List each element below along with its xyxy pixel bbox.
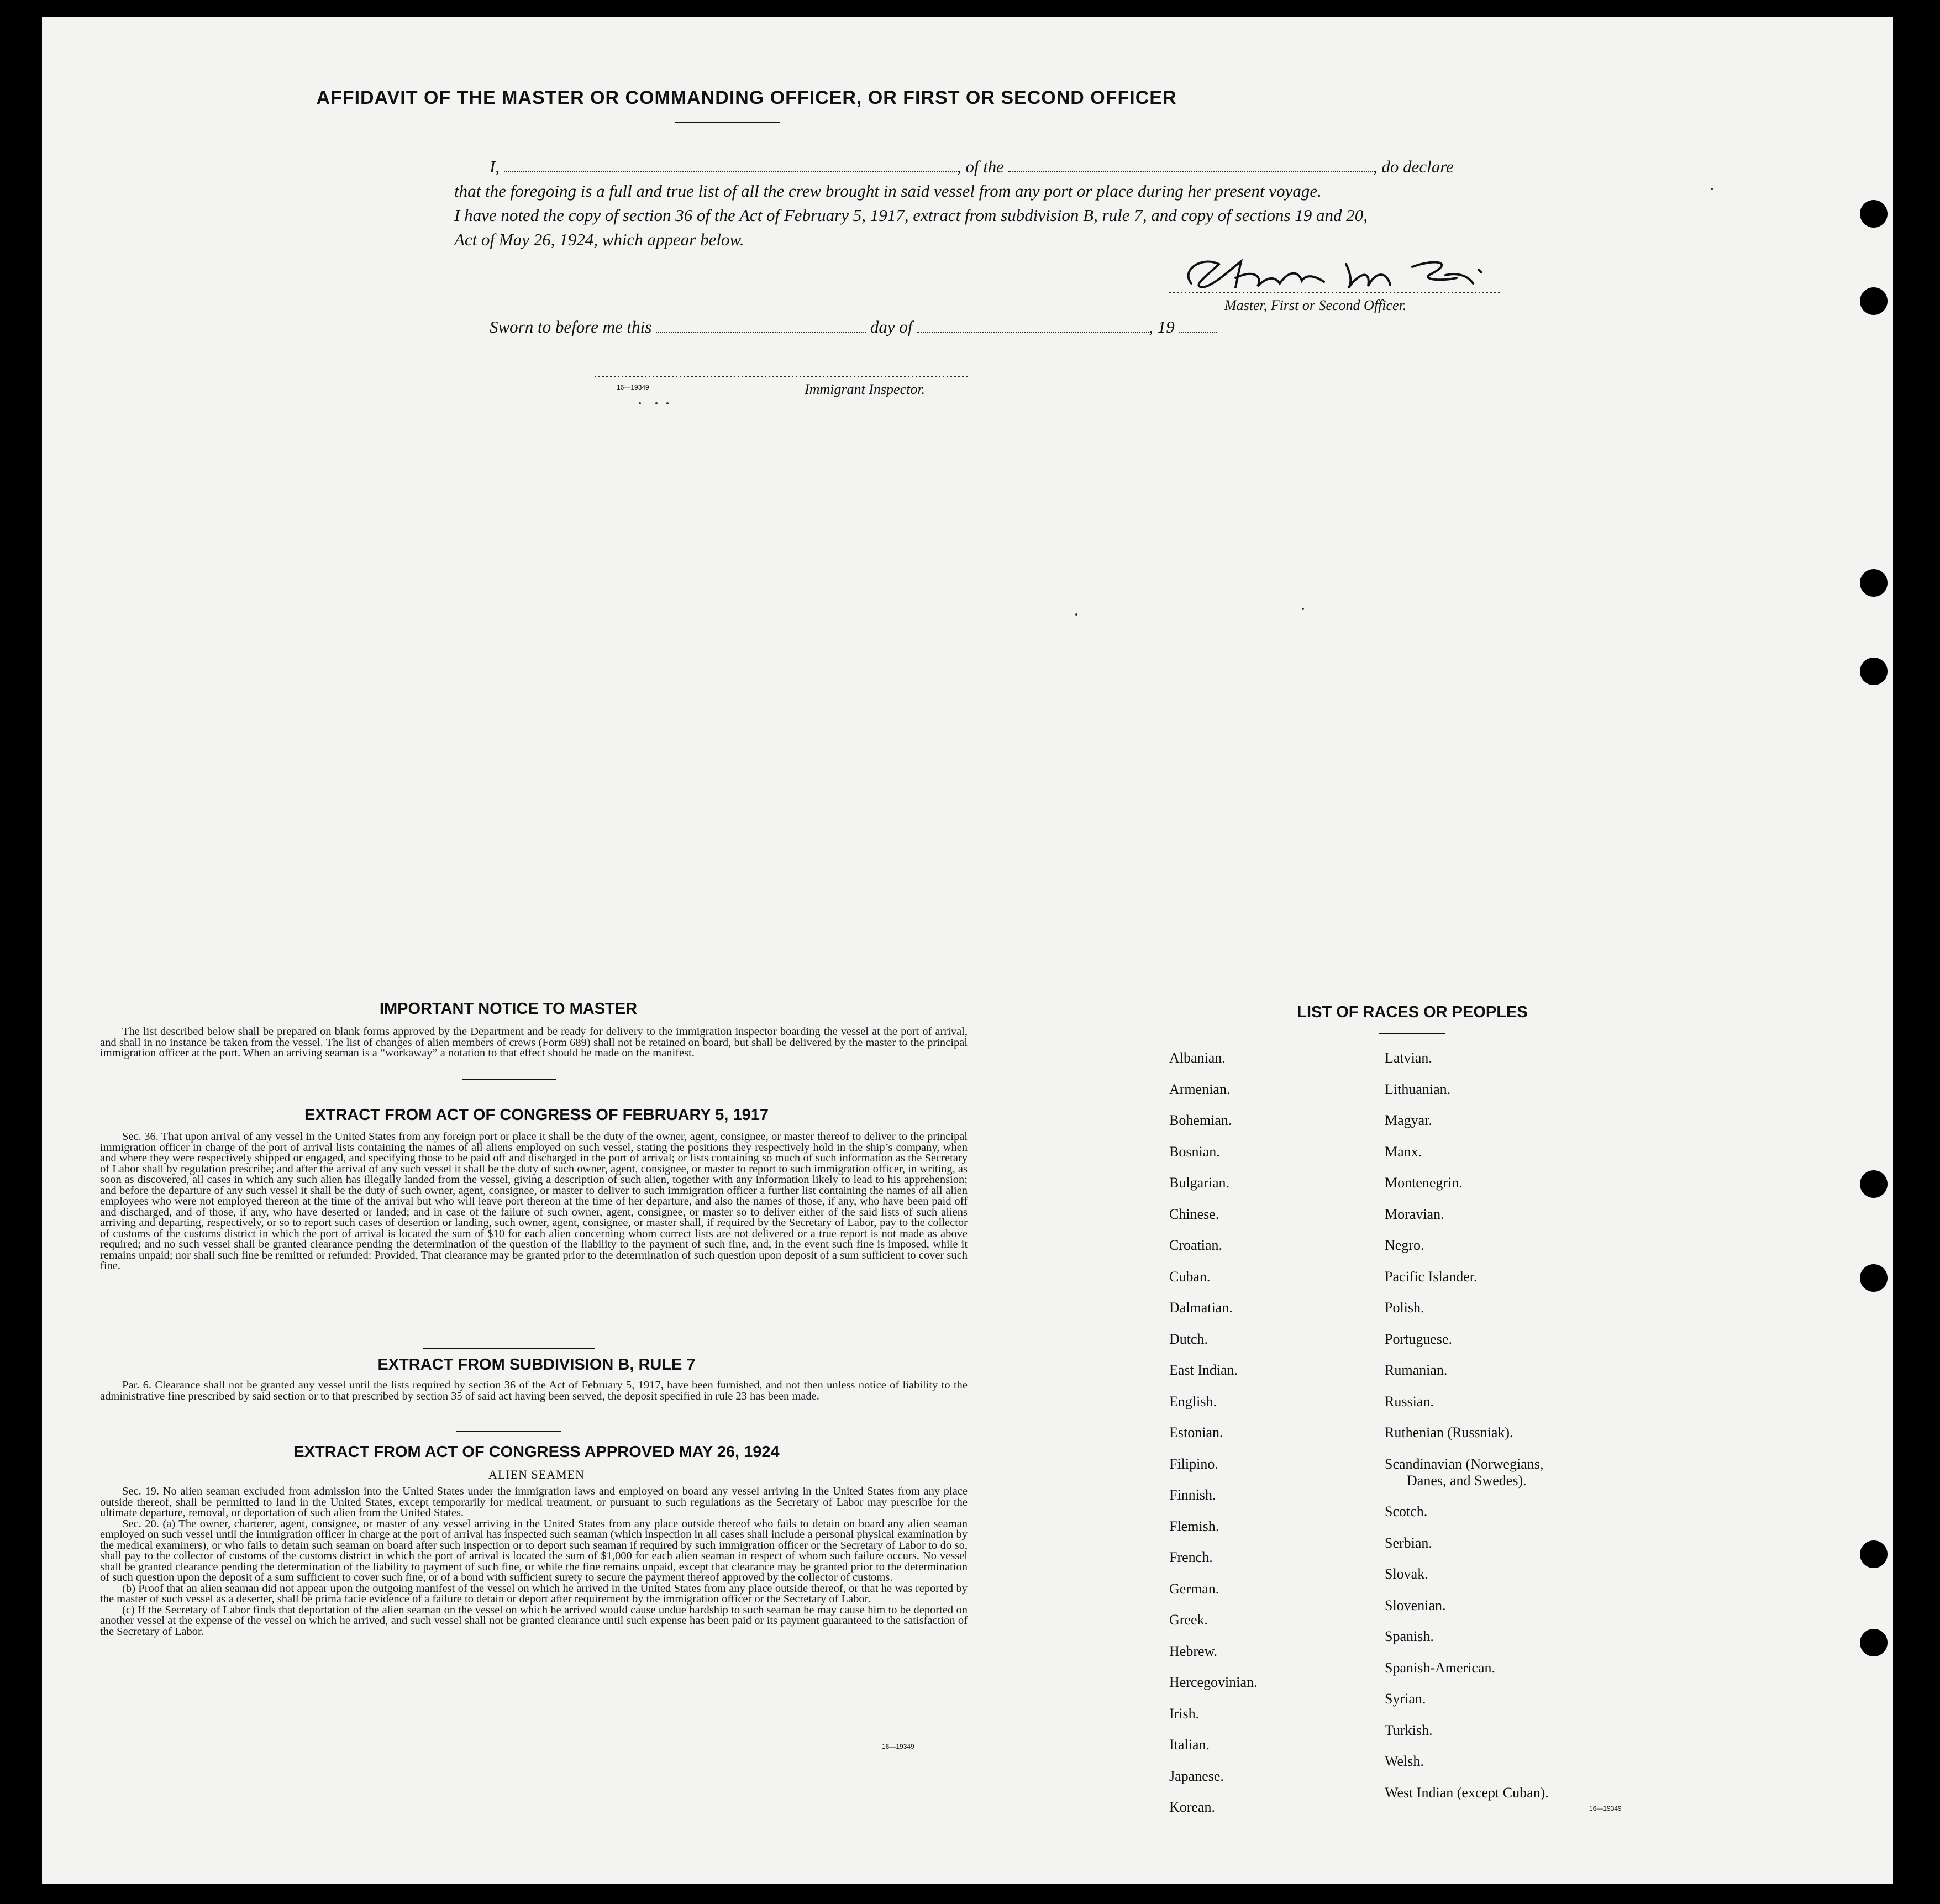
year-prefix: , 19 <box>1149 317 1175 336</box>
notice-text <box>100 1027 968 1059</box>
section-20a-paragraph: Sec. 20. (a) The owner, charterer, agent, consignee, or master of any vessel arriving in the United States from any place outside thereof who fails to detain on board any alien seaman employed on such vessel until the immigration officer in charge at the port of arrival has inspected such seaman (which inspection in all cases shall include a personal physical examination by the medical examiners), or who fails to detain such seaman on board after such inspection or to deport such seaman if required by such immigration officer or the Secretary of Labor to do so, shall pay to the collector of customs of the customs district in which the port of arrival is located the sum of $1,000 for each alien seaman in respect of whom such failure occurs. No vessel shall be granted clearance pending the determination of the liability to payment of such fine, or while the fine remains unpaid, except that clearance may be granted prior to the determination of such question upon the deposit of a sum sufficient to cover such fine, or of a bond with sufficient surety to secure the payment thereof approved by the collector of customs. <box>100 1517 968 1584</box>
divider <box>423 1348 595 1349</box>
speck <box>639 402 641 404</box>
race-item: Scandinavian (Norwegians, <box>1385 1455 1544 1472</box>
speck <box>1075 613 1077 616</box>
race-item: Finnish. <box>1169 1487 1216 1503</box>
extract-rule7-title: EXTRACT FROM SUBDIVISION B, RULE 7 <box>377 1356 696 1374</box>
race-item: Greek. <box>1169 1612 1208 1628</box>
race-item: Russian. <box>1385 1393 1434 1409</box>
section-19-paragraph: Sec. 19. No alien seaman excluded from admission into the United States under the immigration laws and employed on board any vessel arriving in the United States from any place outside thereof, shall be permitted to land in the United States, except temporarily for medical treatment, or pursuant to such regulations as the Secretary of Labor may prescribe for the ultimate departure, removal, or deportation of such alien from the United States. <box>100 1485 968 1519</box>
race-item: Korean. <box>1169 1799 1216 1815</box>
race-item: Slovenian. <box>1385 1597 1446 1613</box>
name-blank[interactable] <box>504 171 957 172</box>
race-item: Hebrew. <box>1169 1643 1218 1659</box>
sworn-month-blank[interactable] <box>917 331 1149 333</box>
document-page <box>42 17 1893 1884</box>
extract-1924-text <box>100 1486 968 1637</box>
sworn-year-blank[interactable] <box>1179 331 1217 333</box>
master-signature <box>1169 253 1512 297</box>
sworn-day-blank[interactable] <box>656 331 866 333</box>
speck <box>1302 608 1304 610</box>
vessel-blank[interactable] <box>1008 171 1373 172</box>
declaration-line-1 <box>490 155 1539 179</box>
declaration-I: I, <box>490 157 500 176</box>
race-item: Portuguese. <box>1385 1330 1453 1347</box>
title-underline <box>675 122 780 123</box>
declaration-line-2: that the foregoing is a full and true list of all the crew brought in said vessel from any port or place during her present voyage. <box>454 181 1322 201</box>
signature-label: Master, First or Second Officer. <box>1224 297 1407 313</box>
affidavit-title: AFFIDAVIT OF THE MASTER OR COMMANDING OFFICER, OR FIRST OR SECOND OFFICER <box>316 87 1177 108</box>
section-20c-paragraph: (c) If the Secretary of Labor finds that deportation of the alien seaman on the vessel on which he arrived would cause undue hardship to such seaman he may cause him to be deported on another vessel at the expense of the vessel on which he arrived, and such vessel shall not be granted clearance until such expense has been paid or its payment guaranteed to the satisfaction of the Secretary of Labor. <box>100 1603 968 1638</box>
race-item: Flemish. <box>1169 1518 1219 1534</box>
extract-1917-title: EXTRACT FROM ACT OF CONGRESS OF FEBRUARY 5, 1917 <box>304 1106 769 1124</box>
race-item: English. <box>1169 1393 1217 1409</box>
punch-hole <box>1860 658 1888 685</box>
section-20b-paragraph: (b) Proof that an alien seaman did not appear upon the outgoing manifest of the vessel on which he arrived in the United States from any place outside thereof, or that he was reported by the master of such vessel as a deserter, shall be prima facie evidence of a failure to detain or deport after requirement by the immigration officer or the Secretary of Labor. <box>100 1582 968 1605</box>
affidavit-form-number: 16—19349 <box>617 383 649 391</box>
race-item: Rumanian. <box>1385 1362 1448 1378</box>
inspector-label: Immigrant Inspector. <box>805 381 926 397</box>
sworn-line <box>490 315 1318 339</box>
punch-hole <box>1860 1629 1888 1656</box>
race-item: Pacific Islander. <box>1385 1268 1478 1285</box>
speck <box>1711 188 1713 190</box>
races-form-number: 16—19349 <box>1589 1805 1622 1812</box>
declaration-line-3: I have noted the copy of section 36 of the Act of February 5, 1917, extract from subdivision B, rule 7, and copy of sections 19 and 20, <box>454 206 1368 225</box>
paragraph-6: Par. 6. Clearance shall not be granted any vessel until the lists required by section 36 of the Act of February 5, 1917, have been furnished, and not then unless notice of liability to the administrative fine prescribed by said section or to that prescribed by section 35 of said act having been served, the deposit specified in rule 23 has been made. <box>100 1379 968 1402</box>
race-item: Latvian. <box>1385 1050 1432 1066</box>
race-item: Ruthenian (Russniak). <box>1385 1424 1513 1440</box>
notice-paragraph: The list described below shall be prepared on blank forms approved by the Department and be ready for delivery to the immigration inspector boarding the vessel at the port of arrival, and shall in no instance be taken from the vessel. The list of changes of alien members of crews (Form 689) shall not be retained on board, but shall be delivered by the master to the principal immigration officer at the port. When an arriving seaman is a “workaway” a notation to that effect should be made on the manifest. <box>100 1025 968 1059</box>
extract-1924-title: EXTRACT FROM ACT OF CONGRESS APPROVED MAY 26, 1924 <box>293 1443 780 1461</box>
race-item: German. <box>1169 1580 1219 1597</box>
speck <box>666 402 669 404</box>
race-item: Dutch. <box>1169 1330 1208 1347</box>
punch-hole <box>1860 287 1888 315</box>
race-item: Polish. <box>1385 1300 1424 1316</box>
punch-hole <box>1860 1540 1888 1568</box>
race-item: Scotch. <box>1385 1503 1428 1519</box>
race-item: Bulgarian. <box>1169 1175 1230 1191</box>
race-item: Turkish. <box>1385 1722 1433 1738</box>
notice-form-number: 16—19349 <box>882 1743 914 1750</box>
race-item: Irish. <box>1169 1705 1200 1722</box>
race-item: Magyar. <box>1385 1112 1432 1128</box>
race-item: Estonian. <box>1169 1424 1223 1440</box>
notice-title: IMPORTANT NOTICE TO MASTER <box>379 1000 638 1018</box>
speck <box>655 402 658 404</box>
race-item: Cuban. <box>1169 1268 1211 1285</box>
punch-hole <box>1860 569 1888 597</box>
punch-hole <box>1860 1170 1888 1198</box>
divider <box>1379 1033 1445 1034</box>
section-36-paragraph: Sec. 36. That upon arrival of any vessel in the United States from any foreign port or place it shall be the duty of the owner, agent, consignee, or master thereof to deliver to the principal immigration officer in charge of the port of arrival lists containing the names of all aliens employed on such vessel, stating the positions they respectively hold in the ship’s company, when and where they were respectively shipped or engaged, and specifying those to be paid off and discharged in the port of arrival; or lists containing so much of such information as the Secretary of Labor shall by regulation prescribe; and after the arrival of any such vessel it shall be the duty of such owner, agent, consignee, or master to report to such immigration officer, in writing, as soon as discovered, all cases in which any such alien has illegally landed from the vessel, giving a description of such alien, together with any information likely to lead to his apprehension; and before the departure of any such vessel it shall be the duty of such owner, agent, consignee, or master to deliver to such immigration officer a further list containing the names of all alien employees who were not employed thereon at the time of the arrival but who will leave port thereon at the time of her departure, and also the names of those, if any, who have been paid off and discharged, and of those, if any, who have deserted or landed; and in case of the failure of such owner, agent, consignee, or master so to deliver either of the said lists of such aliens arriving and departing, respectively, or so to report such cases of desertion or landing, such owner, agent, consignee, or master shall, if required by the Secretary of Labor, pay to the collector of customs of the customs district in which the port of arrival is located the sum of $10 for each alien concerning whom correct lists are not delivered or a true report is not made as above required; and no such vessel shall be granted clearance pending the determination of the question of the liability to the payment of such fine, and, in the event such fine is imposed, while it remains unpaid; nor shall such fine be remitted or refunded: Provided, That clearance may be granted prior to the determination of such question upon deposit of a sum sufficient to cover such fine. <box>100 1130 968 1272</box>
race-item: Italian. <box>1169 1737 1210 1753</box>
race-item: Syrian. <box>1385 1691 1426 1707</box>
race-item: Serbian. <box>1385 1534 1432 1551</box>
race-item: Negro. <box>1385 1237 1424 1253</box>
declaration-line-4: Act of May 26, 1924, which appear below. <box>454 230 744 249</box>
race-item: Montenegrin. <box>1385 1175 1463 1191</box>
race-item: Moravian. <box>1385 1206 1444 1222</box>
race-item: Albanian. <box>1169 1050 1226 1066</box>
race-item: Danes, and Swedes). <box>1407 1472 1527 1489</box>
race-item: Lithuanian. <box>1385 1081 1451 1097</box>
race-item: Filipino. <box>1169 1455 1218 1472</box>
race-item: West Indian (except Cuban). <box>1385 1784 1549 1801</box>
race-item: Armenian. <box>1169 1081 1231 1097</box>
race-item: Spanish. <box>1385 1628 1434 1644</box>
race-item: French. <box>1169 1549 1213 1565</box>
punch-hole <box>1860 200 1888 228</box>
race-item: Welsh. <box>1385 1753 1424 1769</box>
race-item: Bosnian. <box>1169 1143 1220 1160</box>
race-item: Bohemian. <box>1169 1112 1232 1128</box>
races-title: LIST OF RACES OR PEOPLES <box>1297 1003 1528 1021</box>
divider <box>456 1431 561 1432</box>
declaration-of-the: , of the <box>956 157 1005 176</box>
race-item: Dalmatian. <box>1169 1300 1233 1316</box>
inspector-signature-line <box>595 376 970 377</box>
race-item: Manx. <box>1385 1143 1422 1160</box>
race-item: Japanese. <box>1169 1768 1224 1784</box>
race-item: East Indian. <box>1169 1362 1238 1378</box>
race-item: Spanish-American. <box>1385 1659 1496 1676</box>
punch-hole <box>1860 1264 1888 1292</box>
sworn-text: Sworn to before me this <box>490 317 652 336</box>
declaration-do-declare: , do declare <box>1373 157 1454 176</box>
day-of-text: day of <box>870 317 913 336</box>
race-item: Chinese. <box>1169 1206 1219 1222</box>
race-item: Croatian. <box>1169 1237 1223 1253</box>
race-item: Hercegovinian. <box>1169 1674 1258 1690</box>
race-item: Slovak. <box>1385 1566 1428 1582</box>
alien-seamen-subtitle: ALIEN SEAMEN <box>488 1468 585 1481</box>
divider <box>462 1079 556 1080</box>
extract-rule7-text <box>100 1380 968 1402</box>
extract-1917-text <box>100 1132 968 1272</box>
